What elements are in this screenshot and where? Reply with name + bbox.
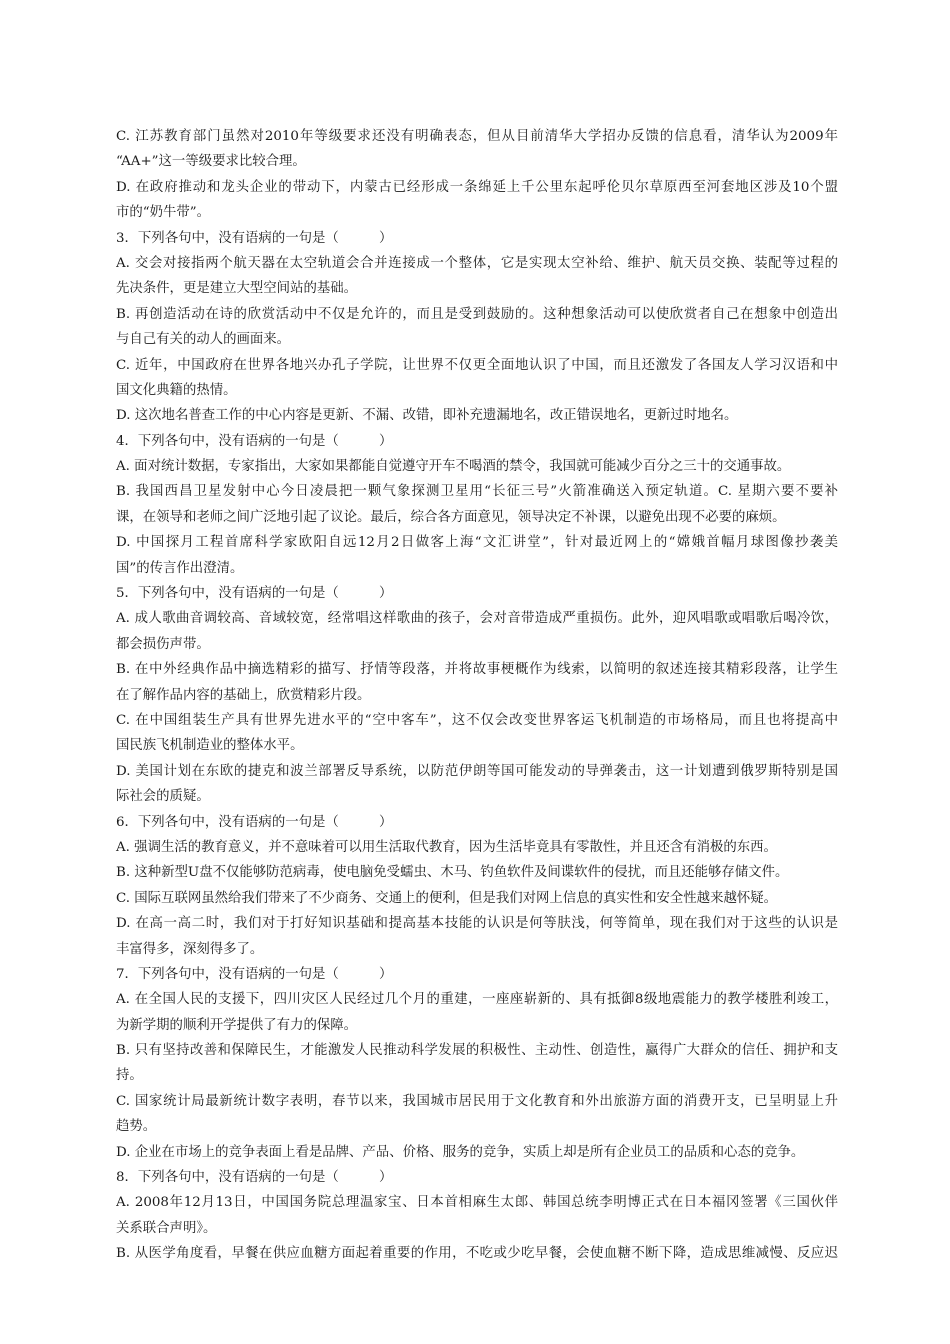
text-line: 3．下列各句中，没有语病的一句是（ ） <box>116 230 393 246</box>
text-line: B. 在中外经典作品中摘选精彩的描写、抒情等段落，并将故事梗概作为线索，以简明的叙述连接其精彩段落，让学生 <box>116 662 838 678</box>
text-line: C. 近年，中国政府在世界各地兴办孔子学院，让世界不仅更全面地认识了中国，而且还激发了各国友人学习汉语和中 <box>116 357 838 373</box>
text-line: B. 只有坚持改善和保障民生，才能激发人民推动科学发展的积极性、主动性、创造性，赢得广大群众的信任、拥护和支 <box>116 1043 838 1059</box>
text-line: 关系联合声明》。 <box>116 1220 217 1236</box>
text-line: 在了解作品内容的基础上，欣赏精彩片段。 <box>116 687 371 703</box>
text-line: C. 国家统计局最新统计数字表明，春节以来，我国城市居民用于文化教育和外出旅游方面的消费开支，已呈明显上升 <box>116 1093 838 1109</box>
text-line: A. 在全国人民的支援下，四川灾区人民经过几个月的重建，一座座崭新的、具有抵御8级地震能力的教学楼胜利竣工， <box>116 992 838 1008</box>
text-line: A. 面对统计数据，专家指出，大家如果都能自觉遵守开车不喝酒的禁令，我国就可能减少百分之三十的交通事故。 <box>116 459 791 475</box>
text-line: D. 企业在市场上的竞争表面上看是品牌、产品、价格、服务的竞争，实质上却是所有企业员工的品质和心态的竞争。 <box>116 1144 805 1160</box>
text-line: C. 国际互联网虽然给我们带来了不少商务、交通上的便利，但是我们对网上信息的真实性和安全性越来越怀疑。 <box>116 890 778 906</box>
text-line: 为新学期的顺利开学提供了有力的保障。 <box>116 1017 358 1033</box>
text-line: 国民族飞机制造业的整体水平。 <box>116 738 304 754</box>
text-line: A. 交会对接指两个航天器在太空轨道会合并连接成一个整体，它是实现太空补给、维护、航天员交换、装配等过程的 <box>116 255 838 271</box>
text-line: D. 在政府推动和龙头企业的带动下，内蒙古已经形成一条绵延上千公里东起呼伦贝尔草原西至河套地区涉及10个盟 <box>116 179 838 195</box>
text-line: 国”的传言作出澄清。 <box>116 560 244 576</box>
text-line: 先决条件，更是建立大型空间站的基础。 <box>116 281 358 297</box>
text-line: 6．下列各句中，没有语病的一句是（ ） <box>116 814 393 830</box>
text-line: 8．下列各句中，没有语病的一句是（ ） <box>116 1170 393 1186</box>
text-line: 际社会的质疑。 <box>116 789 210 805</box>
text-line: D. 美国计划在东欧的捷克和波兰部署反导系统，以防范伊朗等国可能发动的导弹袭击，这一计划遭到俄罗斯特别是国 <box>116 763 838 779</box>
text-line: 7．下列各句中，没有语病的一句是（ ） <box>116 966 393 982</box>
text-line: 市的“奶牛带”。 <box>116 205 211 221</box>
text-line: C. 江苏教育部门虽然对2010年等级要求还没有明确表态，但从目前清华大学招办反馈的信息看，清华认为2009年 <box>116 129 838 144</box>
text-line: C. 在中国组装生产具有世界先进水平的“空中客车”，这不仅会改变世界客运飞机制造的市场格局，而且也将提高中 <box>116 712 838 728</box>
text-line: 丰富得多，深刻得多了。 <box>116 941 264 957</box>
text-line: 都会损伤声带。 <box>116 636 210 652</box>
text-line: D. 中国探月工程首席科学家欧阳自远12月2日做客上海“文汇讲堂”，针对最近网上的“嫦娥首幅月球图像抄袭美 <box>116 535 838 551</box>
text-line: A. 强调生活的教育意义，并不意味着可以用生活取代教育，因为生活毕竟具有零散性，并且还含有消极的东西。 <box>116 839 777 855</box>
text-line: 国文化典籍的热情。 <box>116 382 237 398</box>
text-line: 4．下列各句中，没有语病的一句是（ ） <box>116 433 393 449</box>
text-line: B. 再创造活动在诗的欣赏活动中不仅是允许的，而且是受到鼓励的。这种想象活动可以使欣赏者自己在想象中创造出 <box>116 306 838 322</box>
text-line: B. 从医学角度看，早餐在供应血糖方面起着重要的作用，不吃或少吃早餐，会使血糖不断下降，造成思维减慢、反应迟 <box>116 1246 838 1262</box>
text-line: 5．下列各句中，没有语病的一句是（ ） <box>116 586 393 602</box>
text-line: D. 这次地名普查工作的中心内容是更新、不漏、改错，即补充遗漏地名，改正错误地名，更新过时地名。 <box>116 408 738 424</box>
text-line: B. 我国西昌卫星发射中心今日凌晨把一颗气象探测卫星用“长征三号”火箭准确送入预定轨道。C. 星期六要不要补 <box>116 484 838 500</box>
text-line: 趋势。 <box>116 1119 157 1135</box>
text-line: “AA+”这一等级要求比较合理。 <box>116 154 306 170</box>
text-line: B. 这种新型U盘不仅能够防范病毒，使电脑免受蠕虫、木马、钓鱼软件及间谍软件的侵扰，而且还能够存储文件。 <box>116 865 789 881</box>
document-body <box>116 124 838 1267</box>
text-line: 持。 <box>116 1068 143 1084</box>
text-line: A. 2008年12月13日，中国国务院总理温家宝、日本首相麻生太郎、韩国总统李明博正式在日本福冈签署《三国伙伴 <box>116 1195 838 1211</box>
text-line: 与自己有关的动人的画面来。 <box>116 332 291 348</box>
text-line: A. 成人歌曲音调较高、音域较宽，经常唱这样歌曲的孩子，会对音带造成严重损伤。此外，迎风唱歌或唱歌后喝冷饮， <box>116 611 838 627</box>
text-line: 课，在领导和老师之间广泛地引起了议论。最后，综合各方面意见，领导决定不补课，以避免出现不必要的麻烦。 <box>116 509 786 525</box>
text-line: D. 在高一高二时，我们对于打好知识基础和提高基本技能的认识是何等肤浅，何等简单，现在我们对于这些的认识是 <box>116 916 838 932</box>
